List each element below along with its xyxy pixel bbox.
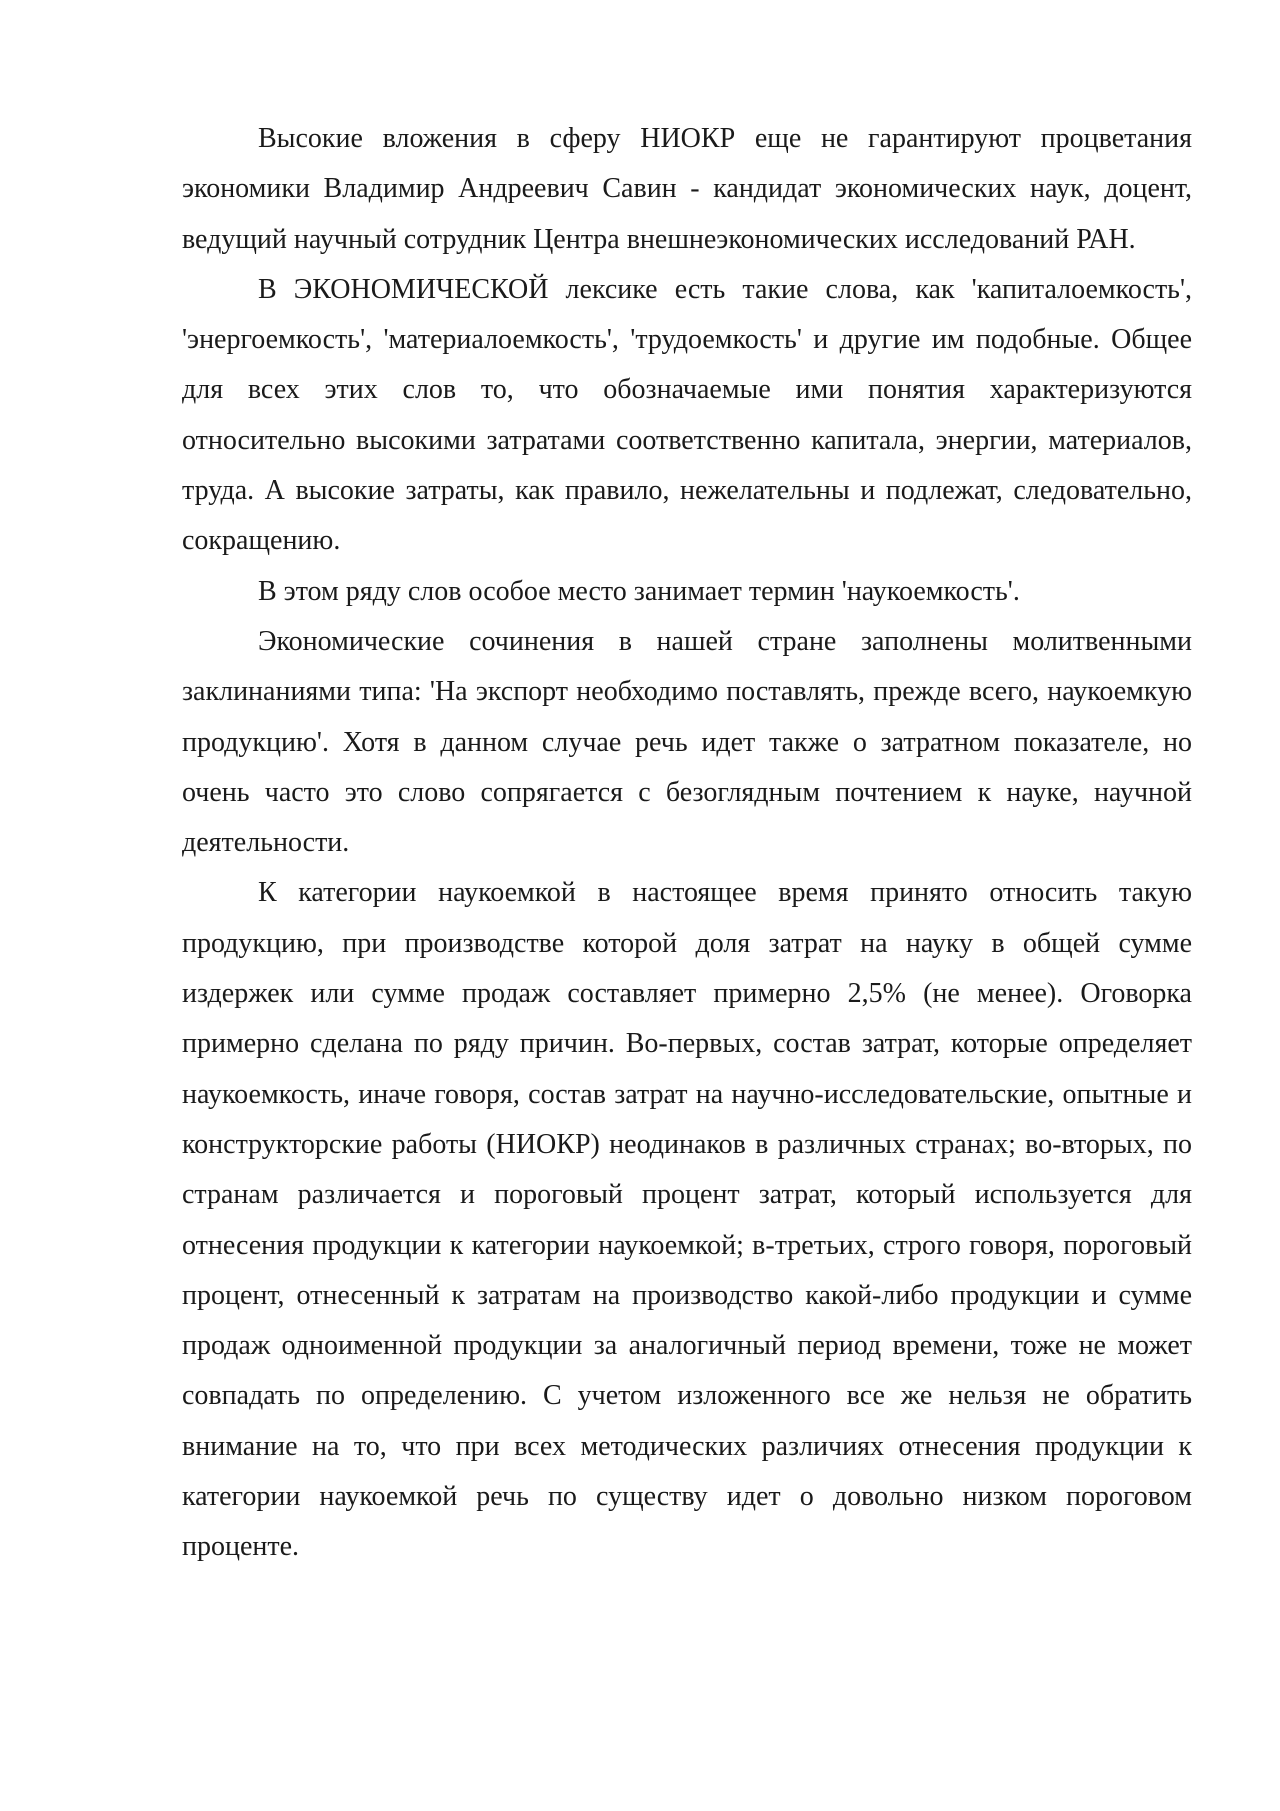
paragraph-5: К категории наукоемкой в настоящее время принято относить такую продукцию, при производстве которой доля затрат на науку в общей сумме издержек или сумме продаж составляет примерно 2,5% (не менее). Оговорка примерно сделана по ряду причин. Во-первых, состав затрат, которые определяет наукоемкость, иначе говоря, состав затрат на научно-исследовательские, опытные и конструкторские работы (НИОКР) неодинаков в различных странах; во-вторых, по странам различается и пороговый процент затрат, который используется для отнесения продукции к категории наукоемкой; в-третьих, строго говоря, пороговый процент, отнесенный к затратам на производство какой-либо продукции и сумме продаж одноименной продукции за аналогичный период времени, тоже не может совпадать по определению. С учетом изложенного все же нельзя не обратить внимание на то, что при всех методических различиях отнесения продукции к категории наукоемкой речь по существу идет о довольно низком пороговом проценте. — [182, 877, 1192, 1563]
paragraph-2: В ЭКОНОМИЧЕСКОЙ лексике есть такие слова, как 'капиталоемкость', 'энергоемкость', 'материалоемкость', 'трудоемкость' и другие им подобные. Общее для всех этих слов то, что обозначаемые ими понятия характеризуются относительно высокими затратами соответственно капитала, энергии, материалов, труда. А высокие затраты, как правило, нежелательны и подлежат, следовательно, сокращению. — [182, 273, 1192, 557]
paragraph-1: Высокие вложения в сферу НИОКР еще не гарантируют процветания экономики Владимир Андреевич Савин - кандидат экономических наук, доцент, ведущий научный сотрудник Центра внешнеэкономических исследований РАН. — [182, 123, 1192, 255]
paragraph-4: Экономические сочинения в нашей стране заполнены молитвенными заклинаниями типа: 'На экспорт необходимо поставлять, прежде всего, наукоемкую продукцию'. Хотя в данном случае речь идет также о затратном показателе, но очень часто это слово сопрягается с безоглядным почтением к науке, научной деятельности. — [182, 625, 1192, 859]
paragraph-3: В этом ряду слов особое место занимает термин 'наукоемкость'. — [258, 575, 1020, 607]
document-body — [182, 114, 1192, 1573]
